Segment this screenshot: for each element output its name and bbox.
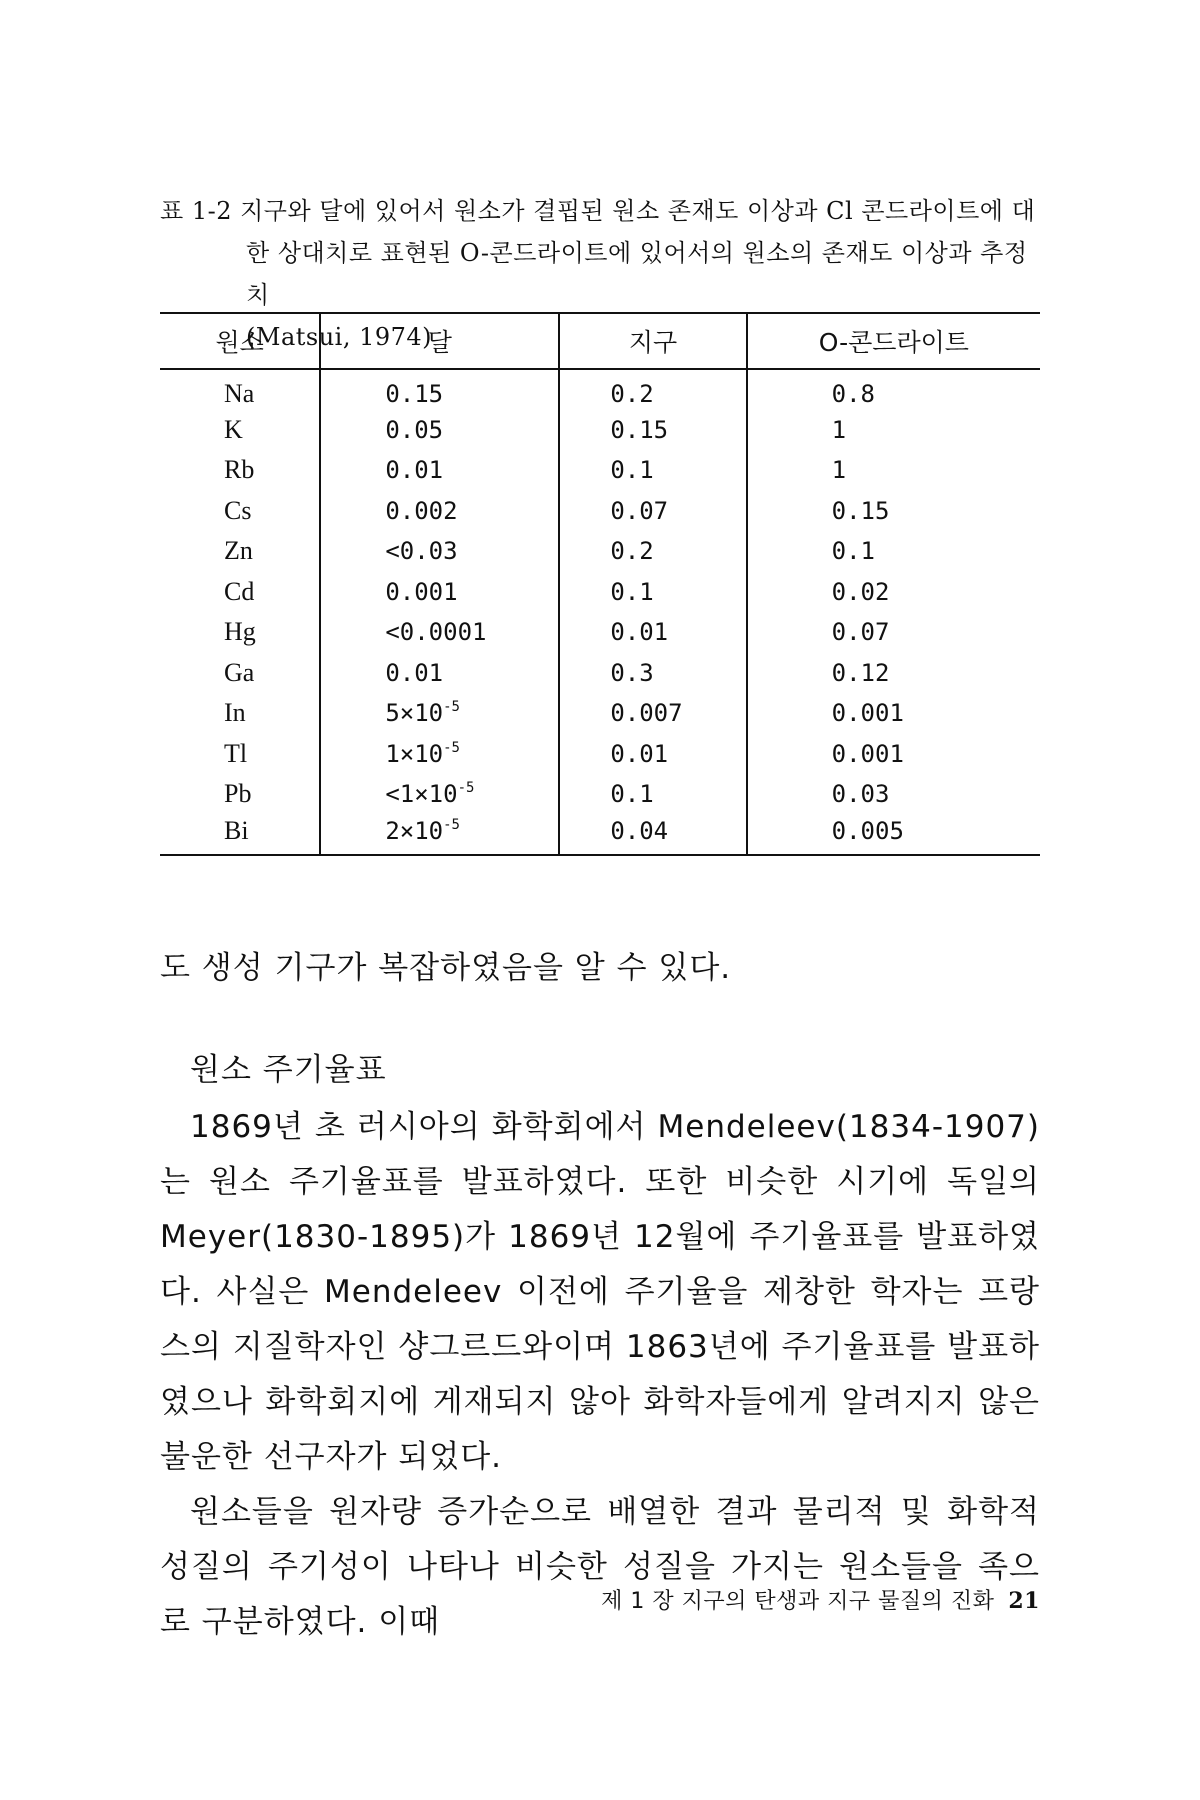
cell-element <box>160 815 320 856</box>
cell-moon <box>320 774 559 815</box>
cell-element-value: In <box>224 698 246 728</box>
cell-earth-value: 0.2 <box>610 537 654 566</box>
cell-earth-value: 0.2 <box>610 379 654 408</box>
table-row <box>160 612 1040 653</box>
cell-ochondrite <box>747 531 1040 572</box>
cell-ochondrite <box>747 734 1040 775</box>
paragraph-2: 원소들을 원자량 증가순으로 배열한 결과 물리적 및 화학적 성질의 주기성이 나타나 비슷한 성질을 가지는 원소들을 족으로 구분하였다. 이때 <box>160 1494 1040 1640</box>
cell-moon-value: 0.002 <box>385 496 458 525</box>
cell-moon-exponent: -5 <box>443 817 460 834</box>
caption-line-3: (Matsui, 1974) <box>246 323 433 351</box>
cell-moon <box>320 572 559 613</box>
cell-ochondrite <box>747 693 1040 734</box>
cell-moon-value: 1×10 <box>385 739 444 768</box>
body-paragraphs <box>160 1100 1040 1650</box>
table-row <box>160 774 1040 815</box>
cell-moon <box>320 410 559 451</box>
cell-element <box>160 693 320 734</box>
cell-moon-value: 0.001 <box>385 577 458 606</box>
cell-ochondrite-value: 0.005 <box>831 817 904 846</box>
cell-element <box>160 531 320 572</box>
cell-element <box>160 491 320 532</box>
cell-moon <box>320 653 559 694</box>
cell-moon-value: 5×10 <box>385 699 444 728</box>
cell-moon-value: <0.03 <box>385 537 458 566</box>
cell-ochondrite-value: 0.02 <box>831 577 890 606</box>
table-row <box>160 572 1040 613</box>
cell-moon-value: 0.15 <box>385 379 444 408</box>
cell-element-value: Rb <box>224 455 255 485</box>
table-row <box>160 531 1040 572</box>
page-footer <box>560 1584 1040 1615</box>
cell-earth <box>559 572 746 613</box>
cell-moon <box>320 450 559 491</box>
cell-moon-value: <0.0001 <box>385 618 487 647</box>
cell-ochondrite <box>747 653 1040 694</box>
cell-ochondrite-value: 0.12 <box>831 658 890 687</box>
cell-element <box>160 450 320 491</box>
cell-earth <box>559 612 746 653</box>
table-row <box>160 450 1040 491</box>
cell-earth-value: 0.01 <box>610 739 669 768</box>
cell-element <box>160 572 320 613</box>
cell-earth-value: 0.1 <box>610 456 654 485</box>
cell-ochondrite-value: 0.1 <box>831 537 876 566</box>
body-line-top: 도 생성 기구가 복잡하였음을 알 수 있다. <box>160 950 732 986</box>
cell-element-value: Hg <box>224 617 256 647</box>
cell-moon-exponent: -5 <box>457 780 475 797</box>
cell-earth <box>559 531 746 572</box>
cell-element-value: Zn <box>224 536 253 566</box>
cell-element <box>160 774 320 815</box>
cell-ochondrite <box>747 815 1040 856</box>
table-row <box>160 491 1040 532</box>
cell-ochondrite <box>747 612 1040 653</box>
cell-earth <box>559 369 746 410</box>
cell-ochondrite <box>747 572 1040 613</box>
cell-moon <box>320 531 559 572</box>
cell-ochondrite-value: 1 <box>831 415 847 444</box>
cell-element <box>160 410 320 451</box>
cell-element-value: Bi <box>224 816 249 846</box>
table-header-row <box>160 313 1040 369</box>
table-row <box>160 815 1040 856</box>
cell-moon-exponent: -5 <box>443 739 460 756</box>
cell-earth-value: 0.3 <box>610 658 654 687</box>
cell-ochondrite-value: 0.8 <box>831 379 876 408</box>
cell-earth-value: 0.007 <box>610 699 683 728</box>
cell-earth-value: 0.07 <box>610 496 669 525</box>
cell-moon-value: <1×10 <box>385 780 458 809</box>
cell-moon-value: 0.01 <box>385 456 444 485</box>
page-number: 21 <box>1008 1588 1040 1614</box>
abundance-table <box>160 312 1040 856</box>
cell-earth <box>559 693 746 734</box>
cell-earth <box>559 734 746 775</box>
cell-moon-value: 0.05 <box>385 415 444 444</box>
cell-earth-value: 0.15 <box>610 415 669 444</box>
cell-ochondrite <box>747 450 1040 491</box>
header-ochondrite: O-콘드라이트 <box>747 313 1040 369</box>
cell-element-value: Cs <box>224 495 252 525</box>
cell-ochondrite-value: 1 <box>831 456 847 485</box>
section-heading: 원소 주기율표 <box>190 1052 387 1088</box>
caption-line-1: 표 1-2 지구와 달에 있어서 원소가 결핍된 원소 존재도 이상과 Cl 콘드라이트에 대 <box>160 197 1036 225</box>
cell-earth-value: 0.1 <box>610 780 654 809</box>
cell-moon <box>320 612 559 653</box>
cell-element <box>160 734 320 775</box>
cell-ochondrite-value: 0.15 <box>831 496 890 525</box>
cell-earth <box>559 653 746 694</box>
cell-moon-exponent: -5 <box>443 699 460 716</box>
cell-earth <box>559 491 746 532</box>
header-element: 원소 <box>160 313 320 369</box>
cell-moon <box>320 734 559 775</box>
cell-earth-value: 0.04 <box>610 817 669 846</box>
header-earth: 지구 <box>559 313 746 369</box>
table-row <box>160 734 1040 775</box>
table-row <box>160 653 1040 694</box>
cell-earth <box>559 774 746 815</box>
chapter-title: 제 1 장 지구의 탄생과 지구 물질의 진화 <box>601 1589 995 1614</box>
cell-moon <box>320 491 559 532</box>
cell-earth-value: 0.01 <box>610 618 669 647</box>
cell-ochondrite <box>747 491 1040 532</box>
cell-moon <box>320 815 559 856</box>
cell-element-value: K <box>224 414 243 444</box>
header-moon: 달 <box>320 313 559 369</box>
cell-ochondrite <box>747 369 1040 410</box>
cell-ochondrite-value: 0.001 <box>831 739 904 768</box>
cell-ochondrite <box>747 774 1040 815</box>
cell-element <box>160 653 320 694</box>
cell-element-value: Tl <box>224 738 248 768</box>
table-row <box>160 369 1040 410</box>
paragraph-1: 1869년 초 러시아의 화학회에서 Mendeleev(1834-1907)는 원소 주기율표를 발표하였다. 또한 비슷한 시기에 독일의 Meyer(1830-1895)가 1869년 12월에 주기율표를 발표하였다. 사실은 Mendeleev 이전에 주기율을 제창한 학자는 프랑스의 지질학자인 샹그르드와이며 1863년에 주기율표를 발표하였으나 화학회지에 게재되지 않아 화학자들에게 알려지지 않은 불운한 선구자가 되었다. <box>160 1109 1040 1475</box>
cell-moon-value: 2×10 <box>385 817 444 846</box>
cell-earth-value: 0.1 <box>610 577 654 606</box>
cell-ochondrite-value: 0.07 <box>831 618 890 647</box>
cell-element <box>160 369 320 410</box>
cell-earth <box>559 450 746 491</box>
cell-ochondrite <box>747 410 1040 451</box>
cell-element-value: Ga <box>224 657 255 687</box>
cell-moon <box>320 369 559 410</box>
cell-moon <box>320 693 559 734</box>
caption-line-2: 한 상대치로 표현된 O-콘드라이트에 있어서의 원소의 존재도 이상과 추정치 <box>246 239 1028 309</box>
cell-ochondrite-value: 0.03 <box>831 780 890 809</box>
cell-element-value: Cd <box>224 576 255 606</box>
cell-element-value: Pb <box>224 779 252 809</box>
table-row <box>160 410 1040 451</box>
cell-earth <box>559 815 746 856</box>
cell-moon-value: 0.01 <box>385 658 444 687</box>
cell-element-value: Na <box>224 378 255 408</box>
cell-ochondrite-value: 0.001 <box>831 699 904 728</box>
cell-element <box>160 612 320 653</box>
table-row <box>160 693 1040 734</box>
cell-earth <box>559 410 746 451</box>
